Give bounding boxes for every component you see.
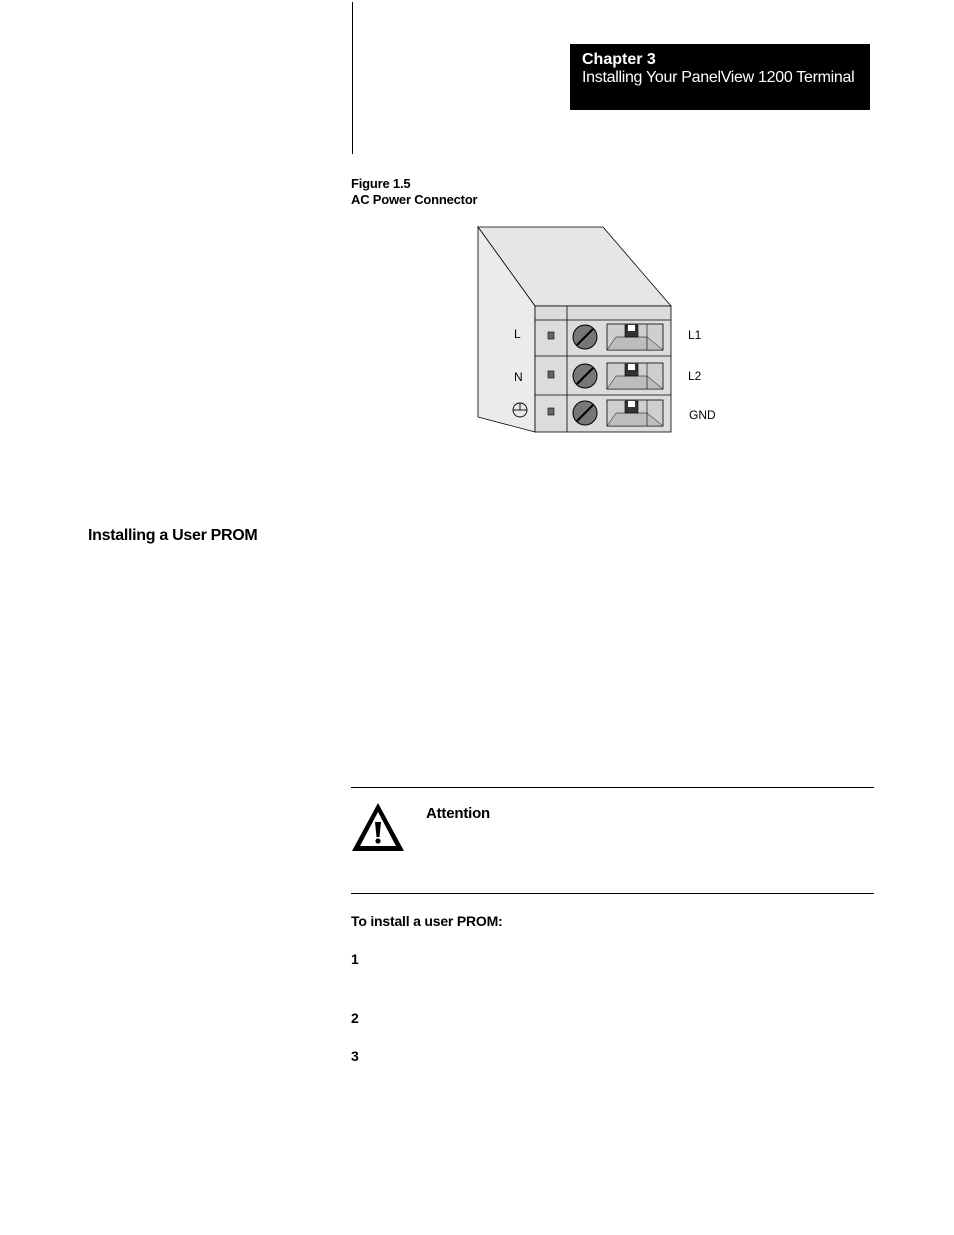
label-gnd: GND [689, 408, 716, 422]
procedure-intro: To install a user PROM: [351, 913, 503, 929]
figure-number: Figure 1.5 [351, 176, 411, 191]
ac-power-connector-diagram [470, 220, 730, 440]
step-number: 3 [351, 1048, 359, 1064]
label-l: L [514, 327, 521, 341]
attention-top-rule [351, 787, 874, 788]
figure-caption [351, 176, 477, 208]
chapter-subtitle: Installing Your PanelView 1200 Terminal [582, 69, 855, 86]
attention-bottom-rule [351, 893, 874, 894]
step-number: 2 [351, 1010, 359, 1026]
figure-title: AC Power Connector [351, 192, 478, 207]
margin-rule [352, 2, 353, 154]
chapter-header [570, 44, 870, 110]
label-l2: L2 [688, 369, 702, 383]
attention-label: Attention [426, 805, 491, 822]
label-n: N [514, 370, 523, 384]
chapter-title: Chapter 3 [582, 51, 656, 68]
step-number: 1 [351, 951, 359, 967]
label-l1: L1 [688, 328, 702, 342]
warning-triangle-icon [350, 800, 406, 854]
section-heading: Installing a User PROM [88, 527, 258, 544]
